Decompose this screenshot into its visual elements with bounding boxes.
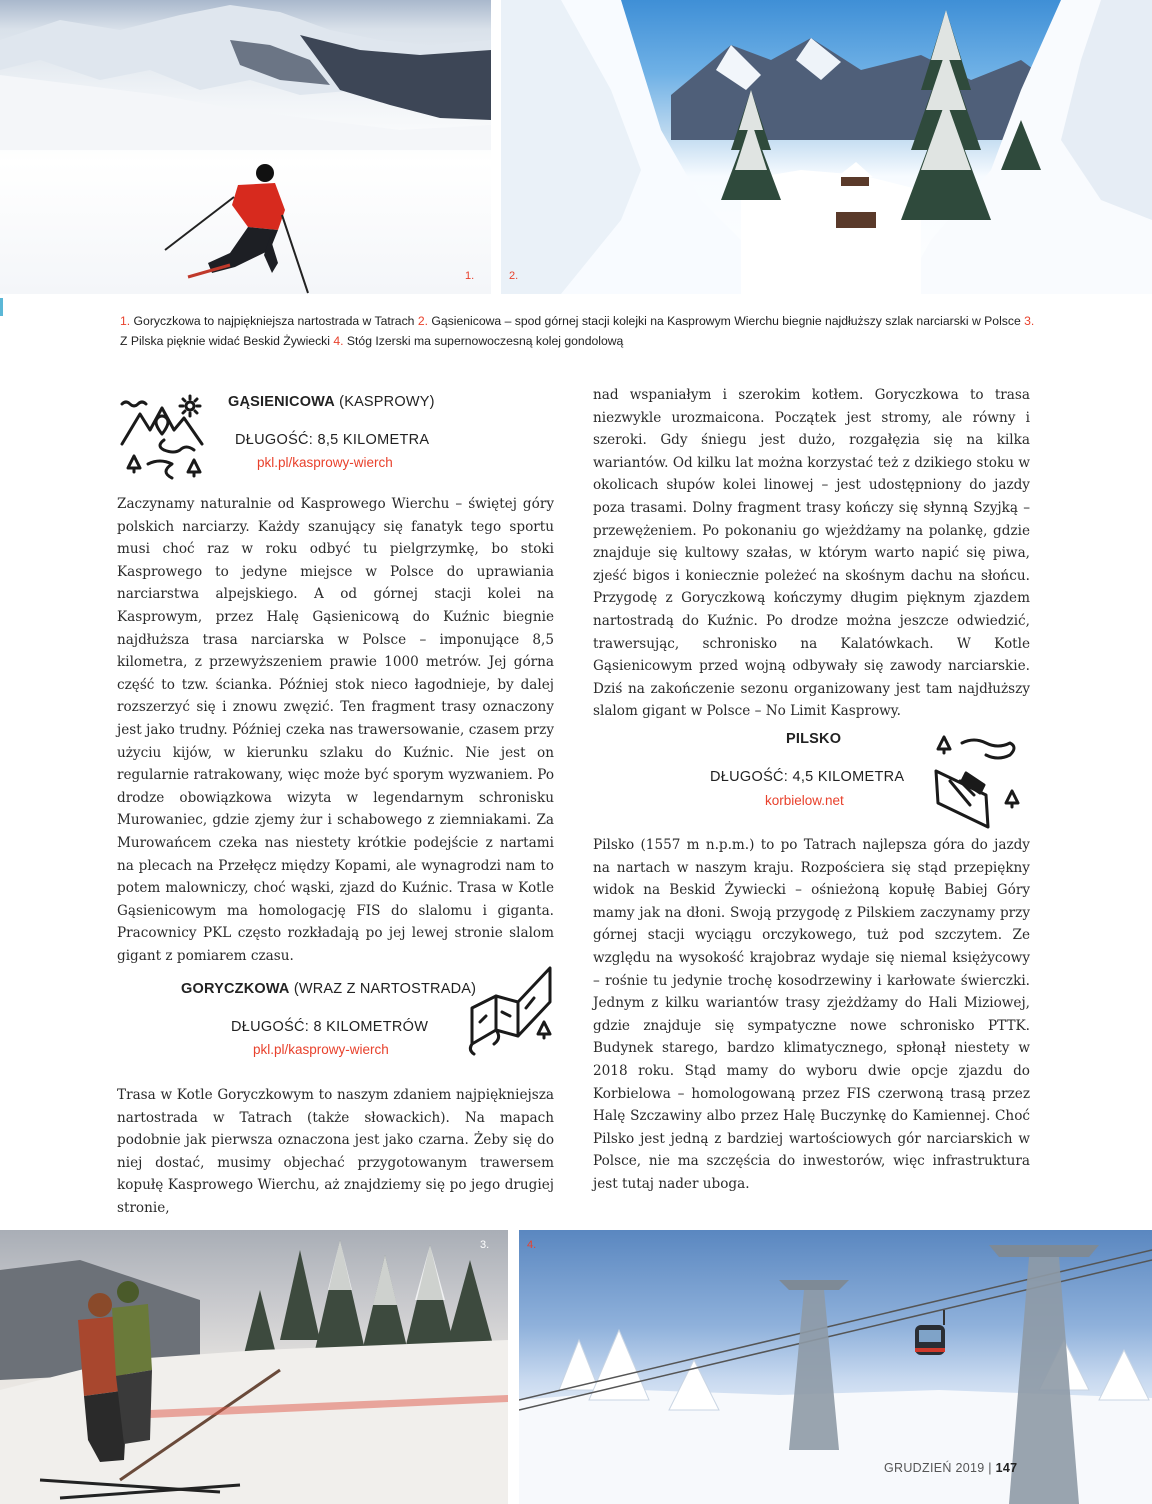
article-text-gasienicowa bbox=[117, 493, 554, 967]
caption-text-1: Goryczkowa to najpiękniejsza nartostrada w Tatrach bbox=[130, 314, 418, 328]
route-link-pilsko[interactable]: korbielow.net bbox=[765, 793, 844, 808]
photo-number-2: 2. bbox=[509, 270, 519, 282]
skier-figure bbox=[160, 155, 310, 294]
article-text-pilsko bbox=[593, 834, 1030, 1196]
route-length-goryczkowa bbox=[231, 1019, 428, 1035]
photo-caption bbox=[120, 311, 1040, 351]
photo-skier bbox=[0, 0, 491, 294]
issue-date: GRUDZIEŃ 2019 bbox=[884, 1461, 985, 1475]
page-number: 147 bbox=[995, 1461, 1018, 1475]
route-name-rest: (WRAZ Z NARTOSTRADA) bbox=[289, 981, 477, 997]
route-length-gasienicowa bbox=[235, 432, 429, 448]
ski-slope-icon bbox=[930, 733, 1026, 831]
route-name bbox=[181, 981, 476, 997]
winter-landscape bbox=[501, 0, 1152, 294]
photo-number-1: 1. bbox=[465, 270, 475, 282]
photo-gondola bbox=[519, 1230, 1152, 1504]
caption-text-3: Z Pilska pięknie widać Beskid Żywiecki bbox=[120, 334, 334, 348]
route-length: DŁUGOŚĆ: 8,5 KILOMETRA bbox=[235, 432, 430, 448]
caption-text-2: Gąsienicowa – spod górnej stacji kolejki na Kasprowym Wierchu biegnie najdłuższy szlak narciarski w Polsce bbox=[428, 314, 1025, 328]
route-name bbox=[228, 394, 435, 410]
caption-text-4: Stóg Izerski ma supernowoczesną kolej gondolową bbox=[343, 334, 624, 348]
route-length: DŁUGOŚĆ: 8 KILOMETRÓW bbox=[231, 1019, 429, 1035]
caption-number-2: 2. bbox=[417, 314, 429, 328]
page-edge-marker bbox=[0, 298, 3, 316]
route-link-pilsko-wrap bbox=[765, 793, 844, 808]
article-text-goryczkowa-b bbox=[593, 384, 1030, 723]
route-length: DŁUGOŚĆ: 4,5 KILOMETRA bbox=[710, 769, 905, 785]
route-name-rest: (KASPROWY) bbox=[334, 394, 435, 410]
route-name-bold: PILSKO bbox=[786, 731, 842, 747]
photo-hala-gasienicowa bbox=[501, 0, 1152, 294]
route-link-gasienicowa-wrap bbox=[257, 455, 393, 470]
photo-number-4: 4. bbox=[527, 1239, 537, 1251]
article-text-goryczkowa-a bbox=[117, 1084, 554, 1220]
route-name-bold: GĄSIENICOWA bbox=[228, 394, 335, 410]
route-link-gasienicowa[interactable]: pkl.pl/kasprowy-wierch bbox=[257, 455, 393, 470]
route-header-goryczkowa bbox=[181, 981, 476, 997]
pilsko-scene bbox=[0, 1230, 508, 1504]
mountain-ridge bbox=[0, 0, 491, 150]
trail-map-icon bbox=[466, 962, 562, 1058]
route-length-pilsko bbox=[710, 769, 904, 785]
caption-number-4: 4. bbox=[333, 334, 344, 348]
route-header-gasienicowa bbox=[228, 394, 435, 410]
photo-number-3: 3. bbox=[480, 1239, 490, 1251]
paragraph-goryczkowa-a: Trasa w Kotle Goryczkowym to naszym zdaniem najpiękniejsza nartostrada w Tatrach (także słowackich). Na mapach podobnie jak pierwsza oznaczona jest jako czarna. Żeby się do niej dostać, musimy objechać przygotowanym trawersem kopułę Kasprowego Wierchu, aż znajdziemy się po jego drugiej stronie, bbox=[117, 1087, 554, 1216]
footer-separator: | bbox=[984, 1461, 996, 1475]
photo-pilsko-skiers bbox=[0, 1230, 508, 1504]
route-link-goryczkowa[interactable]: pkl.pl/kasprowy-wierch bbox=[253, 1042, 389, 1057]
route-header-pilsko bbox=[786, 731, 841, 747]
route-link-goryczkowa-wrap bbox=[253, 1042, 389, 1057]
mountains-icon bbox=[118, 392, 210, 484]
route-name-bold: GORYCZKOWA bbox=[181, 981, 290, 997]
caption-number-1: 1. bbox=[120, 314, 131, 328]
route-name bbox=[786, 731, 841, 747]
paragraph-gasienicowa: Zaczynamy naturalnie od Kasprowego Wierchu – świętej góry polskich narciarzy. Każdy szanujący się fanatyk tego sportu musi choć raz w roku odbyć tu pielgrzymkę, bo stoki Kasprowego to jedyne miejsce w Polsce do uprawiania narciarstwa alpejskiego. A od górnej stacji kolei na Kasprowym, przez Halę Gąsienicową do Kuźnic biegnie najdłuższa trasa narciarska w Polsce – imponujące 8,5 kilometra, z przewyższeniem prawie 1000 metrów. Jej górna część to tzw. ścianka. Później stok nieco łagodnieje, by dalej rozszerzyć się i znowu zwęzić. Ten fragment trasy oznaczony jest jako trudny. Później czeka nas trawersowanie, czasem przy użyciu kijów, w kierunku szlaku do Kuźnic. Nie jest on regularnie ratrakowany, więc może być sporym wyzwaniem. Po drodze obowiązkowa wizyta w legendarnym schronisku Murowaniec, gdzie zjemy żur i schabowego z ziemniakami. Za Murowańcem czeka nas niestety krótkie podejście z nartami na plecach na Przełęcz między Kopami, ale wynagrodzi nam to potem malowniczy, choć wąski, zjazd do Kuźnic. Trasa w Kotle Gąsienicowym ma homologację FIS do slalomu i giganta. Pracownicy PKL często rozkładają po jej lewej stronie slalom gigant z pomiarem czasu. bbox=[117, 496, 554, 964]
page-footer bbox=[884, 1461, 1017, 1475]
caption-number-3: 3. bbox=[1024, 314, 1035, 328]
gondola-scene bbox=[519, 1230, 1152, 1504]
paragraph-goryczkowa-b: nad wspaniałym i szerokim kotłem. Goryczkowa to trasa niezwykle urozmaicona. Początek jest stromy, ale równy i szeroki. Gdy śniegu jest dużo, rozgałęzia się na kilka wariantów. Od kilku lat można korzystać też z dzikiego stoku w okolicach słupów kolei linowej – jest udostępniony do jazdy poza trasami. Dolny fragment trasy kończy się słynną Szyjką – przewężeniem. Po pokonaniu go wjeżdżamy na polankę, gdzie znajduje się kultowy szałas, w którym warto napić się piwa, zjeść bigos i koniecznie poleżeć na skośnym dachu na słońcu. Przygodę z Goryczkową kończymy długim pięknym zjazdem nartostradą do Kuźnic. Po drodze można jeszcze odwiedzić, trawersując, schronisko na Kalatówkach. W Kotle Gąsienicowym przed wojną odbywały się zawody narciarskie. Dziś na zakończenie sezonu organizowany jest tam najdłuższy slalom gigant w Polsce – No Limit Kasprowy. bbox=[593, 387, 1030, 720]
paragraph-pilsko: Pilsko (1557 m n.p.m.) to po Tatrach najlepsza góra do jazdy na nartach w naszym kraju. Rozpościera się stąd przepiękny widok na Beskid Żywiecki – ośnieżoną kopułę Babiej Góry mamy jak na dłoni. Swoją przygodę z Pilskiem zaczynamy przy górnej stacji wyciągu orczykowego, tuż pod szczytem. Ze względu na wysokość krajobraz wydaje się niemal księżycowy – rośnie tu jedynie trochę kosodrzewiny i karłowate świerczki. Jednym z kilku wariantów trasy zjeżdżamy do Hali Miziowej, gdzie znajduje się sympatyczne nowe schronisko PTTK. Budynek starego, bardzo klimatycznego, spłonął niestety w 2018 roku. Stąd mamy do wyboru dwie opcje zjazdu do Korbielowa – homologowaną przez FIS czerwoną trasą przez Halę Szczawiny albo przez Halę Buczynkę do Kamiennej. Choć Pilsko jest jedną z bardziej wartościowych gór narciarskich w Polsce, nie ma szczęścia do inwestorów, więc infrastruktura jest tutaj nader uboga. bbox=[593, 837, 1030, 1192]
